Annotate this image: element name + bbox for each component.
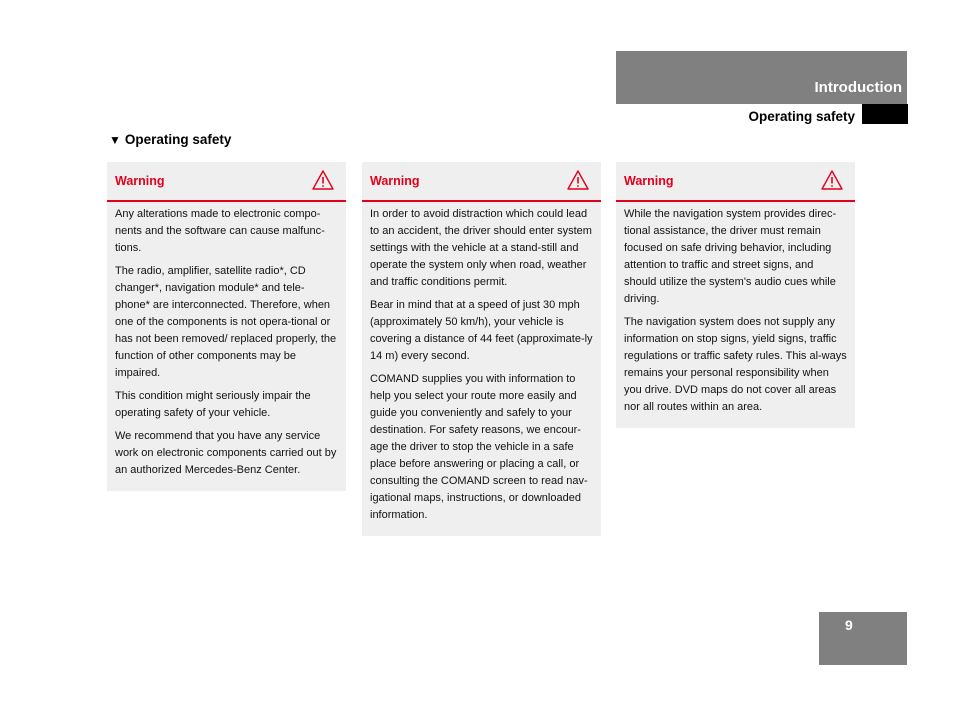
page-number: 9 (845, 617, 853, 633)
warning-paragraph: We recommend that you have any service work on electronic components carried out by an authorized Mercedes-Benz Center. (115, 430, 337, 476)
section-title: Operating safety (748, 109, 855, 124)
page-number-box (819, 612, 907, 665)
warning-triangle-icon (821, 169, 843, 191)
warning-triangle-icon (312, 169, 334, 191)
section-tab-marker (862, 104, 908, 124)
warning-label: Warning (115, 174, 165, 188)
warning-triangle-icon (567, 169, 589, 191)
warning-label: Warning (370, 174, 420, 188)
warning-header (362, 162, 601, 202)
warning-paragraph: This condition might seriously impair the operating safety of your vehicle. (115, 390, 311, 419)
warning-paragraph: While the navigation system provides direc-tional assistance, the driver must remain focused on safe driving behavior, including attention to traffic and street signs, and should utilize the system's audio cues while driving. (624, 208, 837, 305)
page-heading (109, 131, 231, 149)
warning-box-3 (616, 162, 855, 428)
page-heading-text: Operating safety (124, 132, 232, 147)
warning-paragraph: COMAND supplies you with information to help you select your route more easily and guide you conveniently and safely to your destination. For safety reasons, we encour-age the driver to stop the vehicle in a safe place before answering or placing a call, or consulting the COMAND screen to read nav-igational maps, instructions, or downloaded information. (370, 373, 588, 521)
warning-header (107, 162, 346, 202)
warning-body (616, 202, 855, 428)
warning-box-1 (107, 162, 346, 491)
warning-paragraph: The navigation system does not supply any information on stop signs, yield signs, traffic regulations or traffic safety rules. This al-ways remains your personal responsibility when you drive. DVD maps do not cover all areas nor all routes within an area. (624, 316, 847, 413)
warning-paragraph: Any alterations made to electronic compo-nents and the software can cause malfunc-tions. (115, 208, 325, 254)
warning-body (107, 202, 346, 491)
chapter-title: Introduction (814, 79, 902, 96)
warning-header (616, 162, 855, 202)
warning-label: Warning (624, 174, 674, 188)
warning-body (362, 202, 601, 536)
triangle-down-icon: ▼ (109, 133, 121, 147)
warning-paragraph: In order to avoid distraction which could lead to an accident, the driver should enter system settings with the vehicle at a stand-still and operate the system only when road, weather and traffic conditions permit. (370, 208, 592, 288)
warning-paragraph: Bear in mind that at a speed of just 30 mph (approximately 50 km/h), your vehicle is covering a distance of 44 feet (approximate-ly 14 m) every second. (370, 299, 593, 362)
warning-paragraph: The radio, amplifier, satellite radio*, CD changer*, navigation module* and tele-phone* are interconnected. Therefore, when one of the components is not opera-tional or has not been removed/ replaced properly, the function of other components may be impaired. (115, 265, 337, 379)
warning-box-2 (362, 162, 601, 536)
